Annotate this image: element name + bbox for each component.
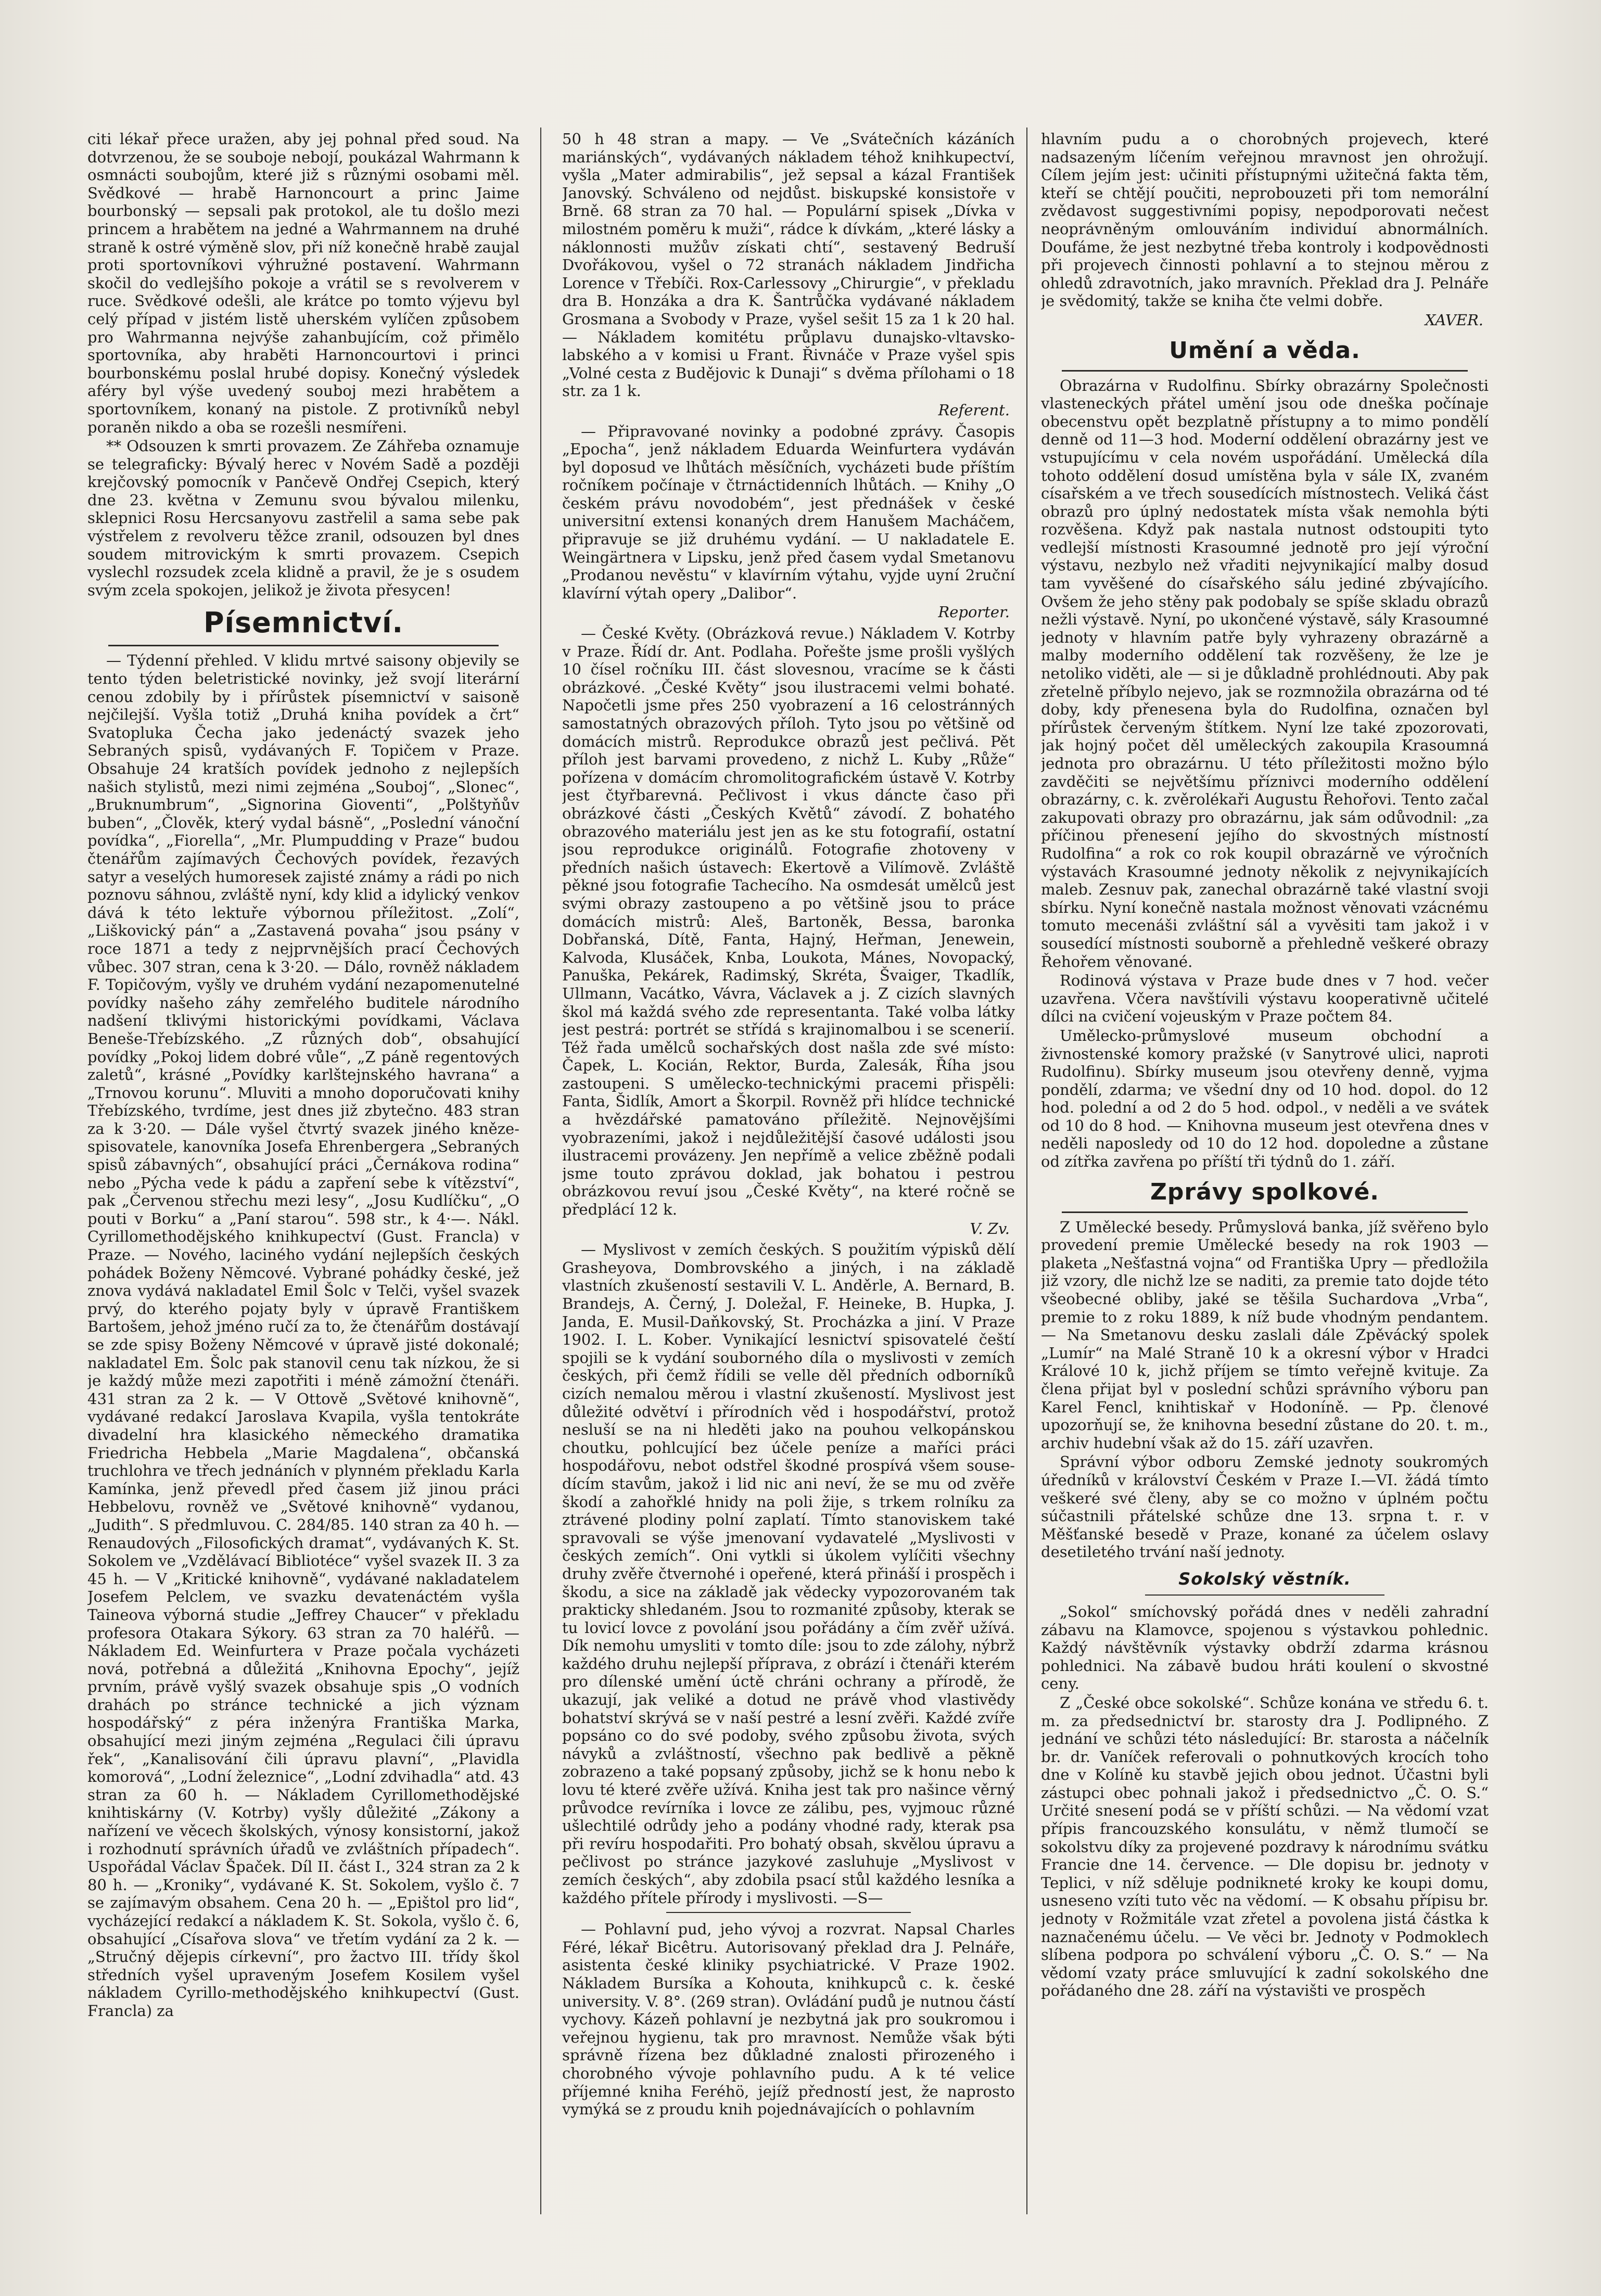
column-3: [1041, 130, 1489, 2222]
column-rule-left: [540, 127, 541, 2214]
article-zemska-jednota: Správní výbor odboru Zemské jednoty soukromých úředníků v království Českém v Praze I.—VI. žádá tímto veškeré své členy, aby se co možno v úplném počtu súčastnili přátelské schůze dne 13. srpna t. r. v Měšťanské besedě v Praze, konané za účelem oslavy desetiletého trvání naší jednoty.: [1041, 1453, 1489, 1561]
article-rodinova-vystava: Rodinová výstava v Praze bude dnes v 7 hod. večer uzavřena. Včera navštívili výstavu kooperativně učitelé dílci na cvičení vojeuským v Praze počtem 84.: [1041, 972, 1489, 1026]
column-rule-right: [1026, 127, 1027, 2214]
article-ceska-obec-sokolska: Z „České obce sokolské“. Schůze konána ve středu 6. t. m. za předsednictví br. starosty dra J. Podlipného. Z jednání ve schůzi této následující: Br. starosta a náčelník br. dr. Vaníček referovali o pohnutkových krocích toho dne v Kolíně ku stavbě jejich obou jednot. Účastni byli zástupci obec pohnali jakož i předsednictvo „Č. O. S.“ Určité snesení podá se v příští schůzi. — Na vědomí vzat přípis francouzského konsulátu, v němž tlumočí se sokolstvu díky za projevené pozdravy k národnímu svátku Francie dne 14. července. — Dle dopisu br. jednoty v Teplici, v níž sděluje podnikneté kroky ke koupi domu, usneseno vzíti tuto věc na vědomí. — K obsahu přípisu br. jednoty v Rožmitále vzat zřetel a povolena jistá částka k naznačenému účelu. — Ve věci br. Jednoty v Podmoklech slíbena podpora po schválení výboru „Č. O. S.“ — Na vědomí vzaty práce smluvující k zadní sokolského dne pořádaného dne 28. září na výstavišti ve prospěch: [1041, 1693, 1489, 2000]
section-heading-umeni-a-veda: Umění a věda.: [1169, 337, 1361, 364]
heading-underline: [1062, 1211, 1468, 1213]
section-heading-zpravy-spolkove: Zprávy spolkové.: [1150, 1178, 1379, 1205]
section-heading-sokolsky-vestnik: Sokolský věstník.: [1178, 1568, 1351, 1589]
article-umelecka-beseda: Z Umělecké besedy. Průmyslová banka, jíž svěřeno bylo provedení premie Umělecké besedy na rok 1903 — plaketa „Nešťastná vojna“ od Františka Upry — předložila již vzory, dle nichž lze se naditi, za premie tato dojde této všeobecné obliby, jaké se těšila Suchardova „Vrba“, premie to z roku 1889, k níž bude vhodným pendantem. — Na Smetanovu desku zaslali dále Zpěvácký spolek „Lumír“ na Malé Straně 10 k a okresní výbor v Hradci Králové 10 k, jichž příjem se tímto veřejně kvituje. Za člena přijat byl v poslední schůzi správního výboru pan Karel Fencl, knihtiskař v Hodoníně. — Pp. členové upozorňují se, že knihovna besední zůstane do 20. t. m., archiv hudební však až do 15. září uzavřen.: [1041, 1218, 1489, 1452]
article-duel-end: citi lékař přece uražen, aby jej pohnal před soud. Na dotvrzenou, že se souboje nebojí, poukázal Wahrmann k osmnácti soubojům, které již s různými osobami měl. Svědkové — hrabě Harnoncourt a princ Jaime bourbonský — sepsali pak protokol, ale tu došlo mezi princem a hrabětem na jedné a Wahrmannem na druhé straně k ostré výměně slov, při níž konečně hrabě zaujal proti sportovníkovi výhružné postavení. Wahrmann skočil do vedlejšího pokoje a vrátil se s revolverem v ruce. Svědkové odešli, ale krátce po tomto výjevu byl celý případ v jistém listě uherském vylíčen způsobem pro Wahrmanna nejvýše zahanbujícím, což přimělo sportovníka, aby hraběti Harnoncourtovi i princi bourbonskému poslal hrubé dopisy. Konečný výsledek aféry byl výše uvedený souboj mezi hrabětem a sportovníkem, konaný na pistole. Z protivníků nebyl poraněn nikdo a oba se rozešli nesmířeni.: [87, 130, 519, 436]
article-prepared-news: — Připravované novinky a podobné zprávy. Časopis „Epocha“, jenž nákladem Eduarda Weinfurtera vydáván byl doposud ve lhůtách měsíčních, vycházeti bude příštím ročníkem počínaje v čtrnáctidenních lhůtách. — Knihy „O českém právu novodobém“, jest přednášek v české universitní extensi konaných drem Hanušem Macháčem, připravuje se již druhému vydání. — U nakladatele E. Weingärtnera v Lipsku, jenž před časem vydal Smetanovu „Prodanou nevěstu“ v klavírním výtahu, vyjde uyní 2ruční klavírní výtah opery „Dalibor“.: [562, 422, 1015, 602]
article-ceske-kvety: — České Květy. (Obrázková revue.) Nákladem V. Kotrby v Praze. Řídí dr. Ant. Podlaha. Pořešte jsme prošli vyšlých 10 čísel ročníku III. část slovesnou, vracíme se k části obrázkové. „České Květy“ jsou ilustracemi velmi bohaté. Napočetli jsme přes 250 vyobrazení a 16 celostránných samostatných obrazových příloh. Tyto jsou po většině od domácích mistrů. Reprodukce obrazů jest pečlivá. Pět příloh jest barvami provedeno, z nichž L. Kuby „Růže“ pořízena v domácím chromolitografickém ústavě V. Kotrby jest čtyřbarevná. Pečlivost i vkus dáncte časo při obrázkové části „Českých Květů“ závodí. Z bohatého obrazového materiálu jest jen as ke stu fotografií, ostatní jsou reprodukce originálů. Fotografie zhotoveny v předních našich ústavech: Ekertově a Vilímově. Zvláště pěkné jsou fotografie Tachecího. Na osmdesát umělců jest svými obrazy zastoupeno a po většině jsou to práce domácích mistrů: Aleš, Bartoněk, Bessa, baronka Dobřanská, Dítě, Fanta, Hajný, Heřman, Jenewein, Kalvoda, Klusáček, Knba, Loukota, Mánes, Novopacký, Panuška, Pekárek, Radimský, Skréta, Švaiger, Tkadlík, Ullmann, Vacátko, Vávra, Václavek a j. Z cizích slavných škol má každá svého zde representanta. Také volba látky jest pestrá: portrét se střídá s krajinomalbou i se scenerií. Též řada umělců sochařských dost našla zde své místo: Čapek, L. Kocián, Rektor, Burda, Zalesák, Říha jsou zastoupeni. S umělecko-technickými pracemi přispěli: Fanta, Šidlík, Amort a Škorpil. Rovněž při hlídce technické a hvězdářské pamatováno příležitě. Nejnovějšími vyobrazeními, jakož i nejdůležitější časové události jsou ilustracemi provázeny. Jen nepřímě a velice zběžně podali jsme touto zprávou doklad, jak bohatou i pestrou obrázkovou revuí jsou „České Květy“, na které ročně se předplácí 12 k.: [562, 624, 1015, 1219]
signature-vzv: V. Zv.: [970, 1219, 1010, 1238]
article-obrazarna: Obrazárna v Rudolfinu. Sbírky obrazárny Společnosti vlasteneckých přátel umění jsou ode dneška počínaje obecenstvu opět bezplatně přístupny a to mimo pondělí denně od 11—3 hod. Moderní oddělení obrazárny jest ve vstupujícímu v cela novém uspořádání. Umělecká díla tohoto oddělení dosud umístěna byla v sále IX, zvaném císařském a ve třech sousedících místnostech. Veliká část obrazů pro úplný nedostatek místa však nemohla býti rozvěšena. Když pak nastala nutnost odstoupiti tyto vedlejší místnosti Krasoumné jednotě pro její výroční výstavu, nezbylo než vřaditi nejvynikající malby dosud tam vyvěšené do císařského sálu jediné zbývajícího. Ovšem že jeho stěny pak podobaly se spíše skladu obrazů nežli výstavě. Nyní, po ukončené výstavě, sály Krasoumné jednoty v hlavním patře byly vyhrazeny obrazárně a malby moderního oddělení tak rozvěšeny, že lze je netoliko viděti, ale — si je důkladně prohlédnouti. Aby pak zřetelně příbylo nejevo, jak se rozmnožila obrazárna od té doby, kdy přenesena byla do Rudolfina, označen byl přírůstek červeným štítkem. Nyní lze také zpozorovati, jak hojný počet děl uměleckých zakoupila Krasoumná jednota pro obrazárnu. U této příležitosti možno býlo zavděčiti se největšímu příznivci moderního oddělení obrazárny, c. k. zvěrolékaři Augustu Řehořovi. Tento začal zakupovati obrazy pro obrazárnu, jak sám odůvodnil: „za příčinou přenesení jejího do skvostných místností Rudolfina“ a rok co rok koupil obrazárně ve výročních výstavách Krasoumné jednoty několik z nejvynikajících maleb. Zesnuv pak, zanechal obrazárně také vlastní svoji sbírku. Nyní konečně nastala možnost věnovati vzácnému tomuto mecenáši zvláštní sál a vyvěsiti tam jakož i v sousedící místnosti souborně a přehledně veškeré obrazy Řehořem věnované.: [1041, 376, 1489, 971]
article-myslivost: — Myslivost v zemích českých. S použitím výpisků dělí Grasheyova, Dombrovského a jiných, i na základě vlastních zkušeností sestavili V. L. Anděrle, A. Bernard, B. Brandejs, A. Černý, J. Doležal, F. Heineke, B. Hupka, J. Janda, E. Musil-Daňkovský, St. Procházka a jiní. V Praze 1902. I. L. Kober. Vynikající lesnictví spisovatelé čeští spojili se k vydání souborného díla o myslivosti v zemích českých, při čemž řídili se velle děl předních odborníků cizích nemalou měrou i vlastní zkušeností. Myslivost jest důležité odvětví i přírodních věd i hospodářství, protož nesluší se na ni hleděti jako na pouhou velkopánskou choutku, pohlcující bez účele peníze a maříci práci hospodářovu, nebot odstřel škodné prospívá všem sousedícím stavům, jakož i lid nic ani neví, že se mu od zvěře škodí a zahořklé hnidy na poli žije, s trkem rolníku za ztrávené plodiny polní zaplatí. Tímto stanoviskem také spravovali se výše jmenovaní vydavatelé „Myslivosti v českých zemích“. Oni vytkli si úkolem vylíčiti všechny druhy zvěře čtvernohé i opeřené, která přináší i prospěch i škodu, a sice na základě jak vědecky vypozorovaném tak prakticky shledaném. Jsou to rozmanité způsoby, kterak se tu lovicí lovce z povolání jsou pořádány a čím zvěř užívá. Dík nemohu umysliti v tomto díle: jsou to zde zálohy, nýbrž každého druhu nejlepší příprava, z obrází i čtenáři kterém pro dílenské umění úctě chráni ochrany a přírodě, že ukazují, jak veliké a dotud ne právě vhod vlastivědy bohatství skrývá se v naší pestré a lesní zvěři. Každé zvíře popsáno co do své podoby, svého způsobu života, svých návyků a zvláštností, všechno pak bedlivě a pěkně zobrazeno a také popsaný způsoby, jichž se k honu nebo k lovu té které zvěře užívá. Kniha jest tak pro našince věrný průvodce revírníka i lovce ze zálibu, pes, vyjmouc různé ušlechtilé odrůdy jeho a podány vhodné rady, kterak psa při revíru hospodařiti. Pro bohatý obsah, skvělou úpravu a pečlivost po stránce jazykové zasluhuje „Myslivost v zemích českých“, aby zdobila psací stůl každého lesníka a každého přítele přírody i myslivosti. —S—: [562, 1241, 1015, 1907]
signature-referent: Referent.: [938, 401, 1010, 419]
column-1: [87, 130, 519, 2222]
article-pohlavni-pud: — Pohlavní pud, jeho vývoj a rozvrat. Napsal Charles Féré, lékař Bicêtru. Autorisovaný překlad dra J. Pelnáře, asistenta české kliniky psychiatrické. V Praze 1902. Nákladem Bursíka a Kohouta, knihkupců c. k. české university. V. 8°. (269 stran). Ovládání pudů je nutnou částí vychovy. Kázeň pohlavní je nezbytná jak pro soukromou i veřejnou hygienu, tak pro mravnost. Nemůže však býti správně řízena bez důkladné znalosti přirozeného i chorobného vývoje pohlavního pudu. A k té velice příjemné kniha Feréhö, jejíž předností jest, že naprosto vymýká se z proudu knih pojednávajících o pohlavním: [562, 1920, 1015, 2119]
article-umprum-museum: Umělecko-průmyslové museum obchodní a živnostenské komory pražské (v Sanytrové ulici, naproti Rudolfinu). Sbírky museum jsou otevřeny denně, vyjma pondělí, zdarma; ve všední dny od 10 hod. dopol. do 12 hod. polední a od 2 do 5 hod. odpol., v neděli a ve svátek od 10 do 8 hod. — Knihovna museum jest otevřena dnes v neděli naposledy od 10 do 12 hod. dopoledne a zůstane od zítřka zavřena po příští tři týdnů do 1. září.: [1041, 1026, 1489, 1171]
section-heading-pisemnictvi: Písemnictví.: [203, 606, 404, 640]
signature-reporter: Reporter.: [938, 603, 1010, 621]
heading-underline: [1062, 370, 1468, 372]
heading-underline: [1145, 1595, 1384, 1596]
heading-underline: [108, 645, 499, 646]
article-pohlavni-pud-end: hlavním pudu a o chorobných projevech, které nadsazeným líčením veřejnou mravnost jen ohrožují. Cílem jejím jest: učiniti přístupnými užitečná fakta těm, kteří se chtějí poučiti, neprobouzeti při tom nemorální zvědavost suggestivními popisy, nepodporovati nečest neoprávněným omlouváním individuí abnormálních. Doufáme, že jest nezbytné třeba kontroly i kodpovědnosti při projevech činnosti pohlavní a to stejnou měrou z ohledů zdravotních, jako mravních. Překlad dra J. Pelnáře je svědomitý, takže se kniha čte velmi dobře.: [1041, 130, 1489, 310]
article-weekly-review: — Týdenní přehled. V klidu mrtvé saisony objevily se tento týden beletristické novinky, jež svojí literární cenou zdobily by i přírůstek písemnictví v saisoně nejčilejší. Vyšla totiž „Druhá kniha povídek a črt“ Svatopluka Čecha jako jedenáctý svazek jeho Sebraných spisů, vydávaných F. Topičem v Praze. Obsahuje 24 kratších povídek jednoho z nejlepších našich stylistů, mezi nimi zejména „Souboj“, „Slonec“, „Bruknumbrum“, „Signorina Gioventi“, „Polštyňův buben“, „Člověk, který vydal básně“, „Poslední vánoční povídka“, „Fiorella“, „Mr. Plumpudding v Praze“ budou čtenářům zajímavých Čechových povídek, řezavých satyr a veselých humoresek zajisté známy a rádi po nich poznovu sáhnou, zvláště nyní, kdy klid a idylický venkov dává k této lektuře výbornou příležitost. „Zolí“, „Liškovický pán“ a „Zastavená povaha“ jsou psány v roce 1871 a tedy z nejprvnějších prací Čechových vůbec. 307 stran, cena k 3·20. — Dálo, rovněž nákladem F. Topičovým, vyšly ve druhém vydání nezapomenutelné povídky našeho záhy zemřelého buditele národního nadšení tklivými historickými povídkami, Václava Beneše-Třebízského. „Z různých dob“, obsahující povídky „Pokoj lidem dobré vůle“, „Z páně regentových zaletů“, krásné „Povídky karlštejnského havrana“ a „Trnovou korunu“. Mluviti a mnoho doporučovati knihy Třebízského, tvrdíme, jest dnes již zbytečno. 483 stran za k 3·20. — Dále vyšel čtvrtý svazek jiného kněze-spisovatele, kanovníka Josefa Ehrenbergera „Sebraných spisů zábavných“, obsahující práci „Černákova rodina“ nebo „Pýcha vede k pádu a zapření sebe k vítězství“, pak „Červenou střechu mezi lesy“, „Josu Kudlíčku“, „O pouti v Borku“ a „Paní starou“. 598 str., k 4·—. Nákl. Cyrillomethodějského knihkupectví (Gust. Francla) v Praze. — Nového, laciného vydání nejlepších českých pohádek Boženy Němcové. Vybrané pohádky české, jež znova vydává nakladatel Emil Šolc v Telči, vyšel svazek prvý, do kterého pojaty byly v úpravě Františkem Bartošem, jehož jméno ručí za to, že čtenářům dostávají se zde spisy Boženy Němcové v úpravě jisté dokonalé; nakladatel Em. Šolc pak stanovil cenu tak nízkou, že si je každý může mezi zapotřiti i méně zámožní čtenáři. 431 stran za 2 k. — V Ottově „Světové knihovně“, vydávané redakcí Jaroslava Kvapila, vyšla tentokráte divadelní hra klasického německého dramatika Friedricha Hebbela „Marie Magdalena“, občanská truchlohra ve třech jednáních v plynném překladu Karla Kamínka, jenž převedl před časem již jinou práci Hebbelovu, rovněž ve „Světové knihovně“ vydanou, „Judith“. S předmluvou. C. 284/85. 140 stran za 40 h. — Renaudových „Filosofických dramat“, vydávaných K. St. Sokolem ve „Vzdělávací Bibliotéce“ vyšel svazek II. 3 za 45 h. — V „Kritické knihovně“, vydávané nakladatelem Josefem Pelclem, ve svazku devatenáctém vyšla Taineova výborná studie „Jeffrey Chaucer“ v překladu profesora Otakara Sýkory. 63 stran za 70 haléřů. — Nákladem Ed. Weinfurtera v Praze počala vycházeti nová, potřebná a důležitá „Knihovna Epochy“, jejíž prvním, právě vyšlý svazek obsahuje spis „O vodních drahách po stránce technické a jich význam hospodářský“ z péra inženýra Františka Marka, obsahující mezi jiným zejména „Regulaci čili úpravu řek“, „Kanalisování čili úpravu plavní“, „Plavidla komorová“, „Lodní železnice“, „Lodní zdvihadla“ atd. 43 stran za 60 h. — Nákladem Cyrillomethodějské knihtiskárny (V. Kotrby) vyšly důležité „Zákony a nařízení ve věcech školských, výnosy konsistorní, jakož i rozhodnutí správních úřadů ve zvláštních případech“. Uspořádal Václav Špaček. Díl II. část I., 324 stran za 2 k 80 h. — „Kroniky“, vydávané K. St. Sokolem, vyšlo č. 7 se zajímavým obsahem. Cena 20 h. — „Epištol pro lid“, vycházející redakcí a nákladem K. St. Sokola, vyšlo č. 6, obsahující „Císařova slova“ ve třetím vydání za 2 k. — „Stručný dějepis církevní“, pro žactvo III. třídy škol středních vyšel upraveným Josefem Kosilem vyšel nákladem Cyrillo-methodějského knihkupectví (Gust. Francla) za: [87, 652, 519, 2020]
article-divider: [666, 1912, 911, 1913]
article-book-notes: 50 h 48 stran a mapy. — Ve „Svátečních kázáních mariánských“, vydávaných nákladem téhož knihkupectví, vyšla „Mater admirabilis“, jež sepsal a kázal František Janovský. Schváleno od nejdůst. biskupské konsistoře v Brně. 68 stran za 70 hal. — Populární spisek „Dívka v milostném poměru k muži“, rádce k dívkám, „které lásky a náklonnosti mužův získati chtí“, sestavený Bedruší Dvořákovou, vyšel o 72 stranách nákladem Jindřicha Lorence v Třebíči. Rox-Carlessovy „Chirurgie“, v překladu dra B. Honzáka a dra K. Šantrůčka vydávané nákladem Grosmana a Svobody v Praze, vyšel sešit 15 za 1 k 20 hal. — Nákladem komitétu průplavu dunajsko-vltavsko-labského a v komisi u Frant. Řivnáče v Praze vyšel spis „Volné cesta z Budějovic k Dunaji“ s dvěma přílohami o 18 str. za 1 k.: [562, 130, 1015, 400]
article-death-sentence: ** Odsouzen k smrti provazem. Ze Záhřeba oznamuje se telegraficky: Bývalý herec v Novém Sadě a později krejčovský pomocník v Pančevě Ondřej Csepich, který dne 23. května v Zemunu svou bývalou milenku, sklepnici Rosu Hercsanyovu zastřelil a sama sebe pak výstřelem z revolveru těžce zranil, odsouzen byl dnes soudem mitrovickým k smrti provazem. Csepich vyslechl rozsudek zcela klidně a pravil, že je s osudem svým zcela spokojen, jelikož je života přesycen!: [87, 437, 519, 599]
article-sokol-smichov: „Sokol“ smíchovský pořádá dnes v neděli zahradní zábavu na Klamovce, spojenou s výstavkou pohlednic. Každý návštěvník výstavky obdrží zdarma krásnou pohlednici. Na zábavě budou hráti koulení o skvostné ceny.: [1041, 1602, 1489, 1693]
signature-xaver: XAVER.: [1425, 311, 1483, 329]
column-2: [562, 130, 1015, 2222]
